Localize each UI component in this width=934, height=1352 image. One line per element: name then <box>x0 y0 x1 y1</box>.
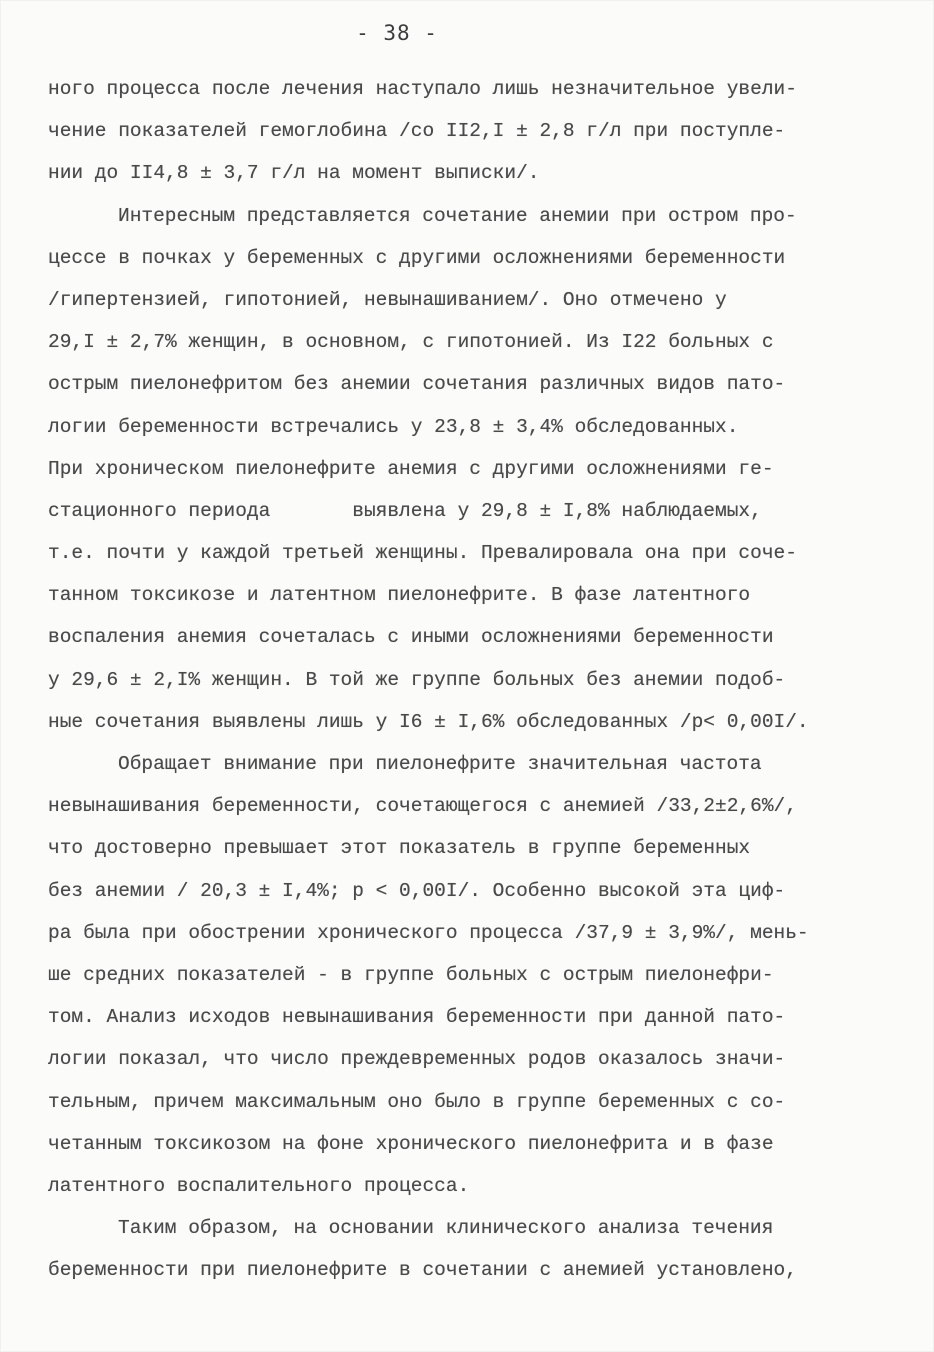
text-line: /гипертензией, гипотонией, невынашиванием/. Оно отмечено у <box>48 288 727 311</box>
text-line: без анемии / 20,3 ± I,4%; р < 0,00I/. Особенно высокой эта циф- <box>48 879 786 902</box>
text-line: нии до II4,8 ± 3,7 г/л на момент выписки/. <box>48 162 540 185</box>
text-line: цессе в почках у беременных с другими осложнениями беременности <box>48 246 786 269</box>
text-line: чение показателей гемоглобина /со II2,I ± 2,8 г/л при поступле- <box>48 120 786 143</box>
text-line: Интересным представляется сочетание анемии при остром про- <box>118 204 797 227</box>
text-line: логии показал, что число преждевременных родов оказалось значи- <box>48 1048 786 1071</box>
text-line: логии беременности встречались у 23,8 ± 3,4% обследованных. <box>48 415 739 438</box>
text-line: четанным токсикозом на фоне хронического пиелонефрита и в фазе <box>48 1132 774 1155</box>
text-line: что достоверно превышает этот показатель в группе беременных <box>48 837 751 860</box>
text-line: у 29,6 ± 2,I% женщин. В той же группе больных без анемии подоб- <box>48 668 786 691</box>
text-line: 29,I ± 2,7% женщин, в основном, с гипотонией. Из I22 больных с <box>48 331 774 354</box>
text-line: ше средних показателей - в группе больных с острым пиелонефри- <box>48 963 774 986</box>
text-line: латентного воспалительного процесса. <box>48 1174 470 1197</box>
page-number: - 38 - <box>356 21 438 45</box>
text-line: Таким образом, на основании клинического анализа течения <box>118 1217 774 1240</box>
text-line: том. Анализ исходов невынашивания беременности при данной пато- <box>48 1006 786 1029</box>
text-line: воспаления анемия сочеталась с иными осложнениями беременности <box>48 626 774 649</box>
paragraph-4 <box>48 1207 888 1291</box>
body-text <box>48 68 888 1291</box>
paragraph-2 <box>48 195 888 743</box>
text-line: ного процесса после лечения наступало лишь незначительное увели- <box>48 78 797 100</box>
text-line: т.е. почти у каждой третьей женщины. Превалировала она при соче- <box>48 542 797 565</box>
text-line: тельным, причем максимальным оно было в группе беременных с со- <box>48 1090 786 1113</box>
text-line: При хроническом пиелонефрите анемия с другими осложнениями ге- <box>48 457 774 480</box>
text-line: беременности при пиелонефрите в сочетании с анемией установлено, <box>48 1259 797 1282</box>
text-line: танном токсикозе и латентном пиелонефрите. В фазе латентного <box>48 584 751 607</box>
text-line: невынашивания беременности, сочетающегося с анемией /33,2±2,6%/, <box>48 795 797 818</box>
text-line: стационного периода выявлена у 29,8 ± I,8% наблюдаемых, <box>48 499 762 522</box>
paragraph-1 <box>48 68 888 195</box>
text-line: острым пиелонефритом без анемии сочетания различных видов пато- <box>48 373 786 396</box>
text-line: Обращает внимание при пиелонефрите значительная частота <box>118 753 762 775</box>
paragraph-3 <box>48 743 888 1207</box>
text-line: ра была при обострении хронического процесса /37,9 ± 3,9%/, мень- <box>48 921 809 944</box>
text-line: ные сочетания выявлены лишь у I6 ± I,6% обследованных /р< 0,00I/. <box>48 710 809 733</box>
